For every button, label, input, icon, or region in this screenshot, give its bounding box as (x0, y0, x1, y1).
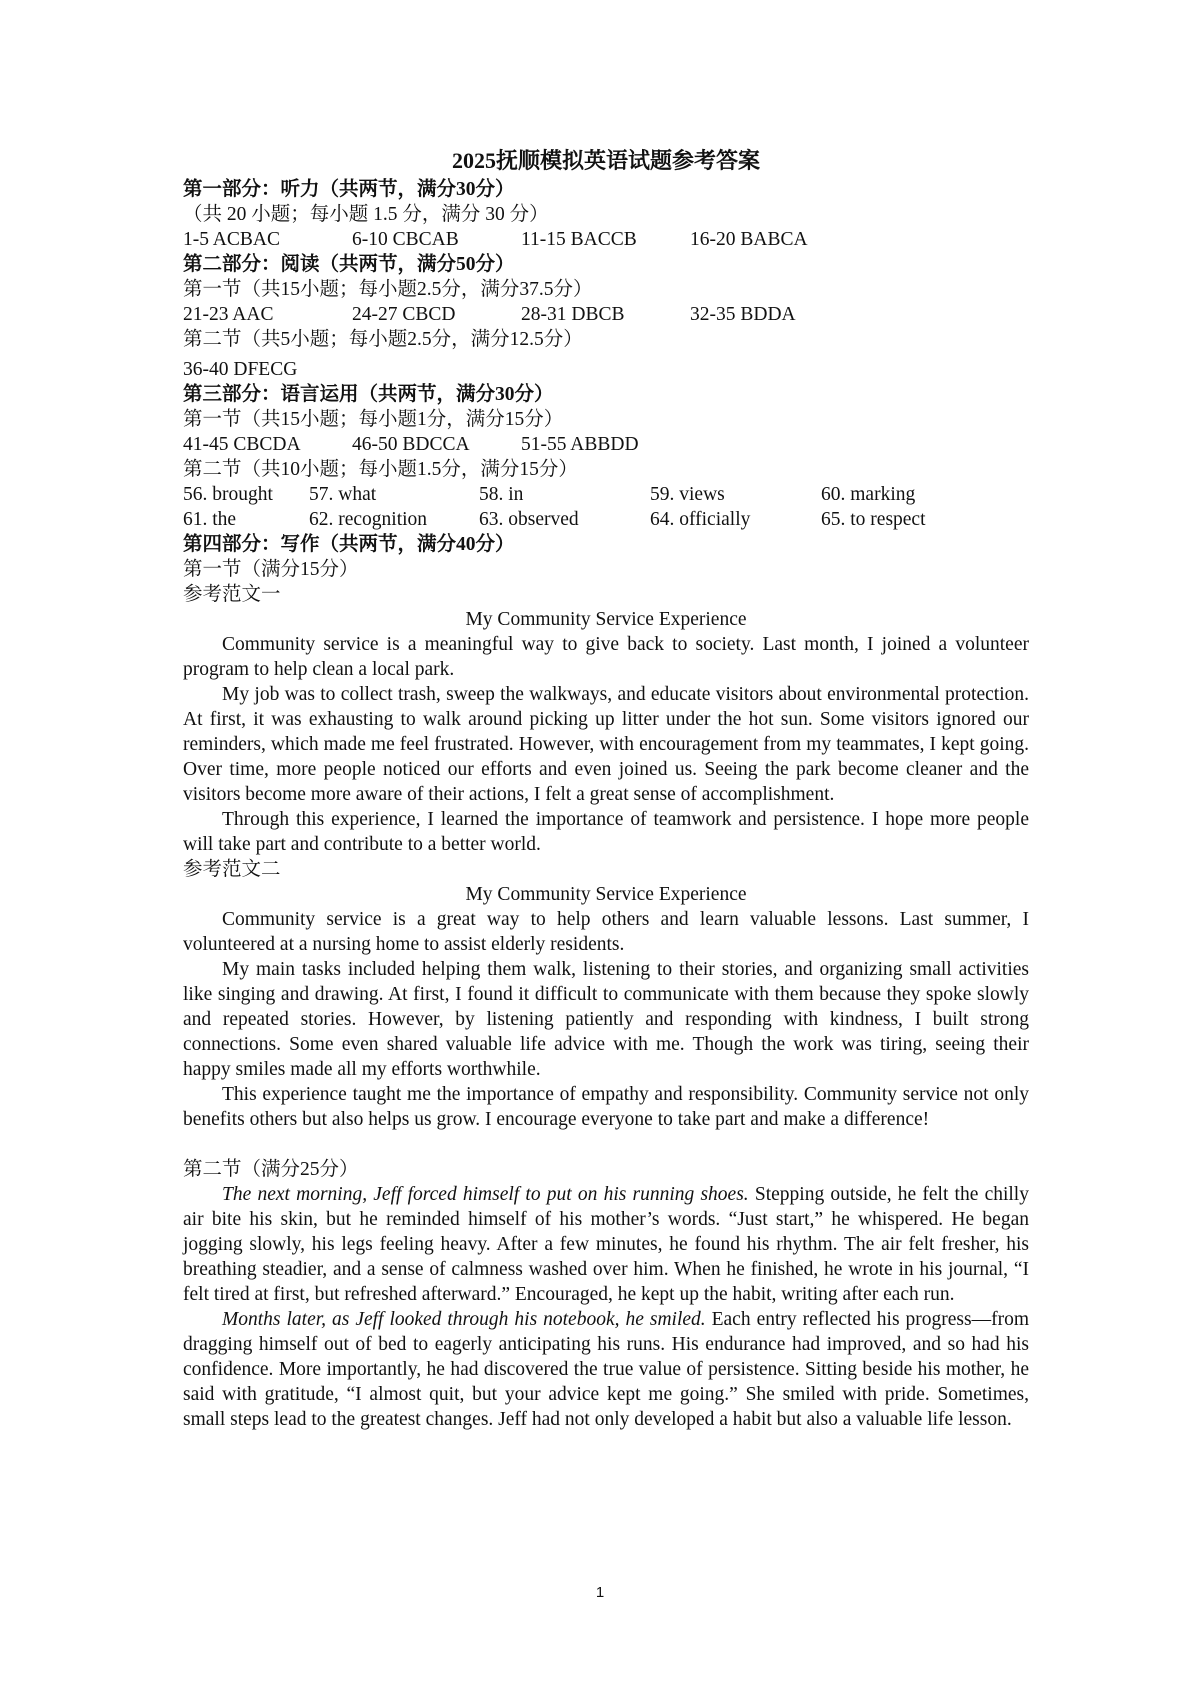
answer-group: 32-35 BDDA (690, 304, 796, 325)
answer-item: 60. marking (821, 484, 916, 505)
part2-heading: 第二部分：阅读（共两节，满分50分） (183, 254, 515, 275)
part4-sec1-note: 第一节（满分15分） (183, 559, 359, 580)
sample2-paragraph: Community service is a great way to help others and learn valuable lessons. Last summer, I volunteered at a nursing home to assist elderly residents. (183, 909, 1029, 955)
answer-group: 16-20 BABCA (690, 229, 808, 250)
part2-sec2-note: 第二节（共5小题；每小题2.5分，满分12.5分） (183, 329, 583, 350)
part4-heading: 第四部分：写作（共两节，满分40分） (183, 534, 515, 555)
continuation-paragraph-2 (183, 1307, 1029, 1432)
sample1-paragraph: Through this experience, I learned the importance of teamwork and persistence. I hope more people will take part and contribute to a better world. (183, 809, 1029, 855)
answer-group: 6-10 CBCAB (352, 229, 459, 250)
answer-item: 63. observed (479, 509, 579, 530)
part2-sec1-answers (183, 302, 1029, 327)
answer-item: 58. in (479, 484, 524, 505)
part3-sec2-note: 第二节（共10小题；每小题1.5分，满分15分） (183, 459, 578, 480)
continuation-lead-sentence: Months later, as Jeff looked through his notebook, he smiled. (222, 1309, 706, 1330)
part1-answers (183, 227, 1029, 252)
part4-sec2-note: 第二节（满分25分） (183, 1159, 359, 1180)
answer-group: 41-45 CBCDA (183, 434, 301, 455)
answer-item: 65. to respect (821, 509, 926, 530)
sample2-title: My Community Service Experience (465, 884, 747, 905)
sample1-label: 参考范文一 (183, 584, 281, 605)
part3-sec2-row1 (183, 482, 1029, 507)
answer-item: 61. the (183, 509, 237, 530)
answer-group: 46-50 BDCCA (352, 434, 470, 455)
page-title: 2025抚顺模拟英语试题参考答案 (451, 148, 760, 173)
continuation-body: Each entry reflected his progress—from dragging himself out of bed to eagerly anticipating his runs. His endurance had improved, and so had his confidence. More importantly, he had discovered the true value of persistence. Sitting beside his mother, he said with gratitude, “I almost quit, but your advice kept me going.” She smiled with pride. Sometimes, small steps lead to the greatest changes. Jeff had not only developed a habit but also a valuable life lesson. (183, 1309, 1029, 1430)
sample1-paragraph: My job was to collect trash, sweep the walkways, and educate visitors about environmental protection. At first, it was exhausting to walk around picking up litter under the hot sun. Some visitors ignored our reminders, which made me feel frustrated. However, with encouragement from my teammates, I kept going. Over time, more people noticed our efforts and even joined us. Seeing the park become cleaner and the visitors become more aware of their actions, I felt a great sense of accomplishment. (183, 684, 1029, 805)
sample2-label: 参考范文二 (183, 859, 281, 880)
sample1-title: My Community Service Experience (465, 609, 747, 630)
answer-group: 1-5 ACBAC (183, 229, 280, 250)
answer-item: 57. what (309, 484, 377, 505)
part1-note: （共 20 小题；每小题 1.5 分，满分 30 分） (183, 204, 549, 225)
part3-sec1-answers (183, 432, 1029, 457)
part2-sec2-answers: 36-40 DFECG (183, 359, 298, 380)
answer-item: 59. views (650, 484, 725, 505)
answer-item: 64. officially (650, 509, 751, 530)
spacer (183, 1132, 1029, 1157)
page-number: 1 (595, 1584, 605, 1601)
answer-group: 51-55 ABBDD (521, 434, 639, 455)
answer-item: 62. recognition (309, 509, 428, 530)
answer-group: 28-31 DBCB (521, 304, 625, 325)
part2-sec1-note: 第一节（共15小题；每小题2.5分，满分37.5分） (183, 279, 593, 300)
part3-heading: 第三部分：语言运用（共两节，满分30分） (183, 384, 554, 405)
answer-group: 11-15 BACCB (521, 229, 637, 250)
document-body (183, 146, 1029, 1432)
part3-sec1-note: 第一节（共15小题；每小题1分，满分15分） (183, 409, 564, 430)
part1-heading: 第一部分：听力（共两节，满分30分） (183, 179, 515, 200)
continuation-body: Stepping outside, he felt the chilly air bite his skin, but he reminded himself of his mother’s words. “Just start,” he whispered. He began jogging slowly, his legs feeling heavy. After a few minutes, he found his rhythm. The air felt fresher, his breathing steadier, and a sense of calmness washed over him. When he finished, he wrote in his journal, “I felt tired at first, but refreshed afterward.” Encouraged, he kept up the habit, writing after each run. (183, 1184, 1029, 1305)
answer-item: 56. brought (183, 484, 273, 505)
part3-sec2-row2 (183, 507, 1029, 532)
continuation-lead-sentence: The next morning, Jeff forced himself to put on his running shoes. (222, 1184, 749, 1205)
sample2-paragraph: This experience taught me the importance of empathy and responsibility. Community service not only benefits others but also helps us grow. I encourage everyone to take part and make a difference! (183, 1084, 1029, 1130)
answer-group: 21-23 AAC (183, 304, 274, 325)
sample2-paragraph: My main tasks included helping them walk, listening to their stories, and organizing small activities like singing and drawing. At first, I found it difficult to communicate with them because they spoke slowly and repeated stories. However, by listening patiently and responding with kindness, I built strong connections. Some even shared valuable life advice with me. Though the work was tiring, seeing their happy smiles made all my efforts worthwhile. (183, 959, 1029, 1080)
answer-group: 24-27 CBCD (352, 304, 456, 325)
continuation-paragraph-1 (183, 1182, 1029, 1307)
sample1-paragraph: Community service is a meaningful way to give back to society. Last month, I joined a volunteer program to help clean a local park. (183, 634, 1029, 680)
